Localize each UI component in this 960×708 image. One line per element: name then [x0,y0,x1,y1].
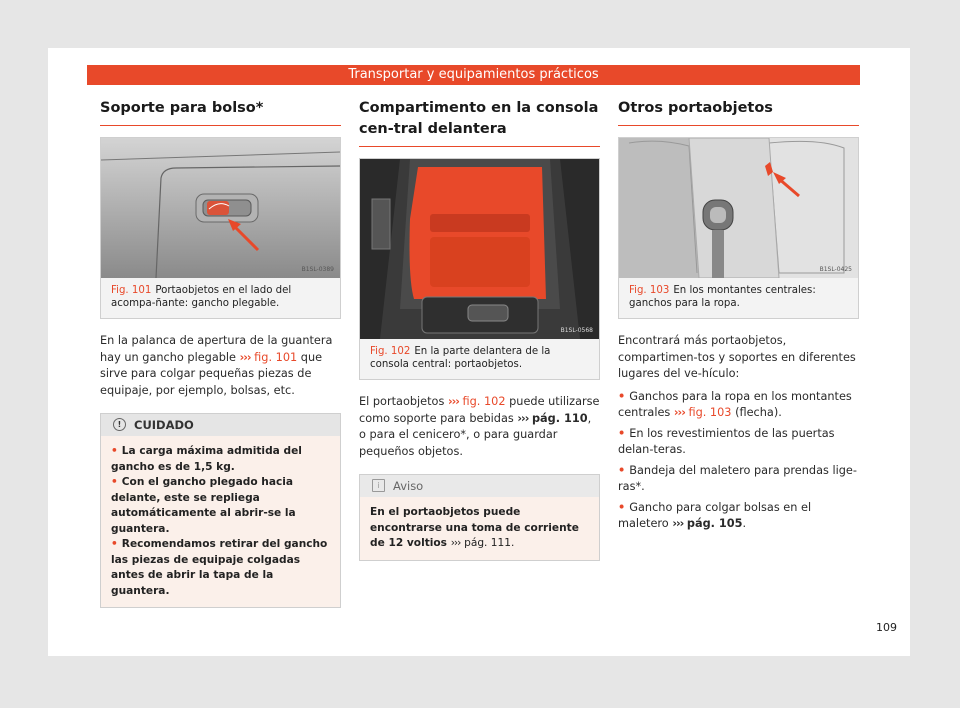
column-otros-portaobjetos [618,98,859,533]
console-compartment-illustration [360,159,599,339]
figure-code: B1SL-0425 [819,266,852,273]
section-title: Otros portaobjetos [618,98,859,126]
bullet-icon: • [111,476,118,488]
figure-link[interactable]: fig. 103 [688,406,732,419]
intro-paragraph: Encontrará más portaobjetos, compartimen-tos y soportes en diferentes lugares del ve-hículo: [618,334,856,380]
bullet-icon: • [111,538,118,550]
page-number: 109 [876,621,897,634]
paragraph [100,333,341,399]
warning-circle-icon: ! [113,418,126,431]
section-title: Compartimento en la consola cen-tral delantera [359,98,600,147]
list-item [618,426,859,459]
column-compartimento-consola [359,98,600,561]
list-item-text: En los revestimientos de las puertas delan-teras. [618,426,835,456]
section-title: Soporte para bolso* [100,98,341,126]
figure-link[interactable]: fig. 102 [462,395,506,408]
figure-caption [619,278,858,318]
caution-item-text: La carga máxima admitida del gancho es de 1,5 kg. [111,445,302,473]
figure-code: B1SL-0389 [301,266,334,273]
glovebox-hook-illustration [101,138,340,278]
figure-102 [359,158,600,380]
caution-item [111,444,332,475]
ref-arrows: ››› [450,537,461,549]
figure-103 [618,137,859,319]
ref-arrows: ››› [672,517,684,530]
pillar-hook-illustration [619,138,858,278]
list-item-text: Ganchos para la ropa en los montantes centrales [618,389,852,419]
list-item-text-end: . [742,517,747,530]
note-box [359,474,600,561]
caution-header [101,414,340,436]
note-header [360,475,599,497]
list-item [618,500,859,533]
caption-text: En los montantes centrales: ganchos para la ropa. [629,285,816,309]
figure-caption [101,278,340,318]
caution-item [111,475,332,537]
list-item [618,389,859,422]
paragraph-text-end: , o para el cenicero*, o para guardar pequeños objetos. [359,411,592,458]
figure-101 [100,137,341,319]
page-link[interactable]: pág. 111. [464,537,515,549]
figure-code: B1SL-0568 [560,327,593,334]
caption-text: Portaobjetos en el lado del acompa-ñante: gancho plegable. [111,285,292,309]
paragraph-text: El portaobjetos [359,395,445,408]
ref-arrows: ››› [447,395,459,408]
bullet-list [618,389,859,533]
caution-item-text: Con el gancho plegado hacia delante, este se repliega automáticamente al abrir-se la guantera. [111,476,296,535]
paragraph-text-end: que sirve para colgar pequeñas piezas de equipaje, por ejemplo, bolsas, etc. [100,350,323,397]
figure-number: Fig. 103 [629,285,670,296]
page-link[interactable]: pág. 110 [531,411,588,425]
list-item [618,463,859,496]
chapter-header: Transportar y equipamientos prácticos [87,65,860,85]
figure-number: Fig. 102 [370,346,411,357]
caution-heading: CUIDADO [134,418,194,432]
paragraph-text: En la palanca de apertura de la guantera hay un gancho plegable [100,334,333,364]
figure-link[interactable]: fig. 101 [254,350,298,364]
paragraph-text-mid: puede utilizarse como soporte para bebidas [359,395,600,425]
page-link[interactable]: pág. 105 [686,517,743,530]
ref-arrows: ››› [239,350,251,364]
figure-caption [360,339,599,379]
bullet-icon: • [618,463,626,477]
column-soporte-bolso [100,98,341,608]
note-text: En el portaobjetos puede encontrarse una toma de corriente de 12 voltios [370,506,579,549]
figure-number: Fig. 101 [111,285,152,296]
note-body [360,497,599,560]
ref-arrows: ››› [673,406,685,419]
bullet-icon: • [618,500,626,514]
caution-body [101,436,340,607]
caution-box [100,413,341,608]
info-icon: i [372,479,385,492]
caution-item [111,537,332,599]
paragraph [359,394,600,460]
note-heading: Aviso [393,479,424,493]
list-item-text: Gancho para colgar bolsas en el maletero [618,500,812,530]
list-item-text-end: (flecha). [735,406,782,419]
ref-arrows: ››› [517,411,529,425]
bullet-icon: • [111,445,118,457]
caution-item-text: Recomendamos retirar del gancho las piezas de equipaje colgadas antes de abrir la tapa de la guantera. [111,538,328,597]
list-item-text: Bandeja del maletero para prendas lige-ras*. [618,463,857,493]
bullet-icon: • [618,426,626,440]
caption-text: En la parte delantera de la consola central: portaobjetos. [370,346,551,370]
bullet-icon: • [618,389,626,403]
